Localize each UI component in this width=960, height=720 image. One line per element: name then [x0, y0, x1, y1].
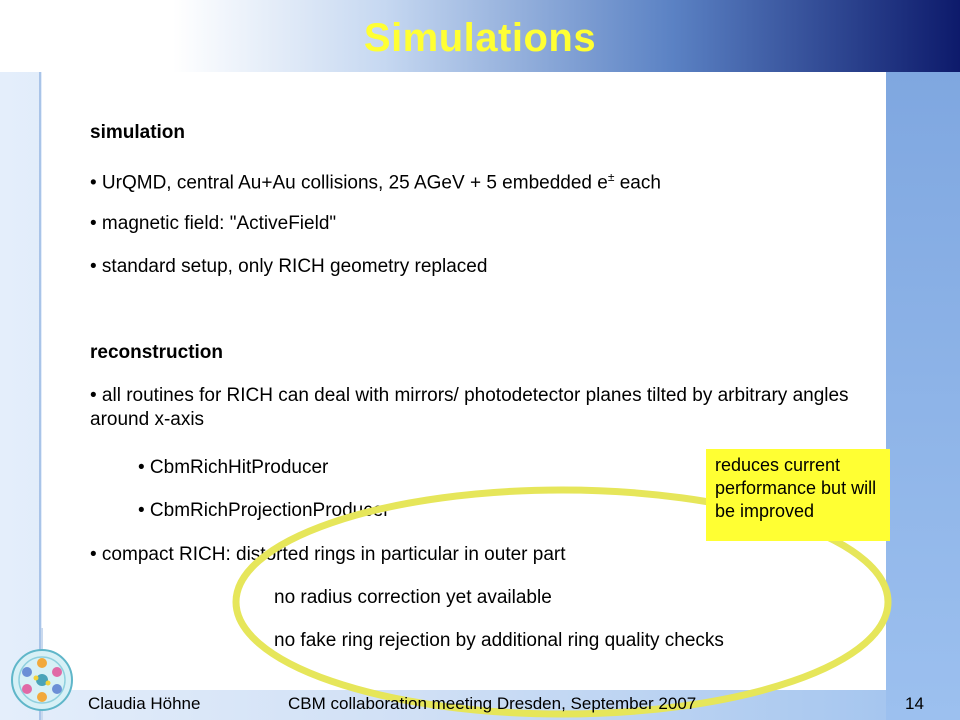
slide-title: Simulations	[363, 16, 597, 60]
section-heading-simulation: simulation	[90, 122, 186, 143]
section-heading-reconstruction: reconstruction	[90, 342, 224, 363]
bullet-urqmd-superscript: ±	[607, 170, 615, 184]
bullet-urqmd	[90, 170, 661, 194]
page-number: 14	[905, 694, 924, 713]
note-fake-ring-rejection: no fake ring rejection by additional ring quality checks	[274, 630, 724, 651]
sub-bullet-projection-producer: • CbmRichProjectionProducer	[138, 500, 390, 521]
note-radius-correction: no radius correction yet available	[274, 587, 552, 608]
bullet-magnetic-field: • magnetic field: "ActiveField"	[90, 213, 337, 234]
footer-author: Claudia Höhne	[88, 694, 201, 713]
left-divider-line	[39, 72, 41, 720]
bullet-compact-rich: • compact RICH: distorted rings in particular in outer part	[90, 544, 566, 565]
sub-bullet-hit-producer: • CbmRichHitProducer	[138, 457, 329, 478]
bullet-routines: • all routines for RICH can deal with mirrors/ photodetector planes tilted by arbitrary angles around x-axis	[90, 385, 849, 430]
bullet-urqmd-suffix: each	[614, 172, 661, 194]
callout-note: reduces current performance but will be improved	[706, 449, 890, 541]
bullet-standard-setup: • standard setup, only RICH geometry replaced	[90, 256, 488, 277]
bullet-urqmd-text: • UrQMD, central Au+Au collisions, 25 AGeV + 5 embedded e	[90, 172, 608, 194]
cbm-logo-icon	[6, 628, 78, 720]
footer-meeting: CBM collaboration meeting Dresden, September 2007	[288, 694, 697, 713]
right-decor-strip	[886, 72, 960, 720]
